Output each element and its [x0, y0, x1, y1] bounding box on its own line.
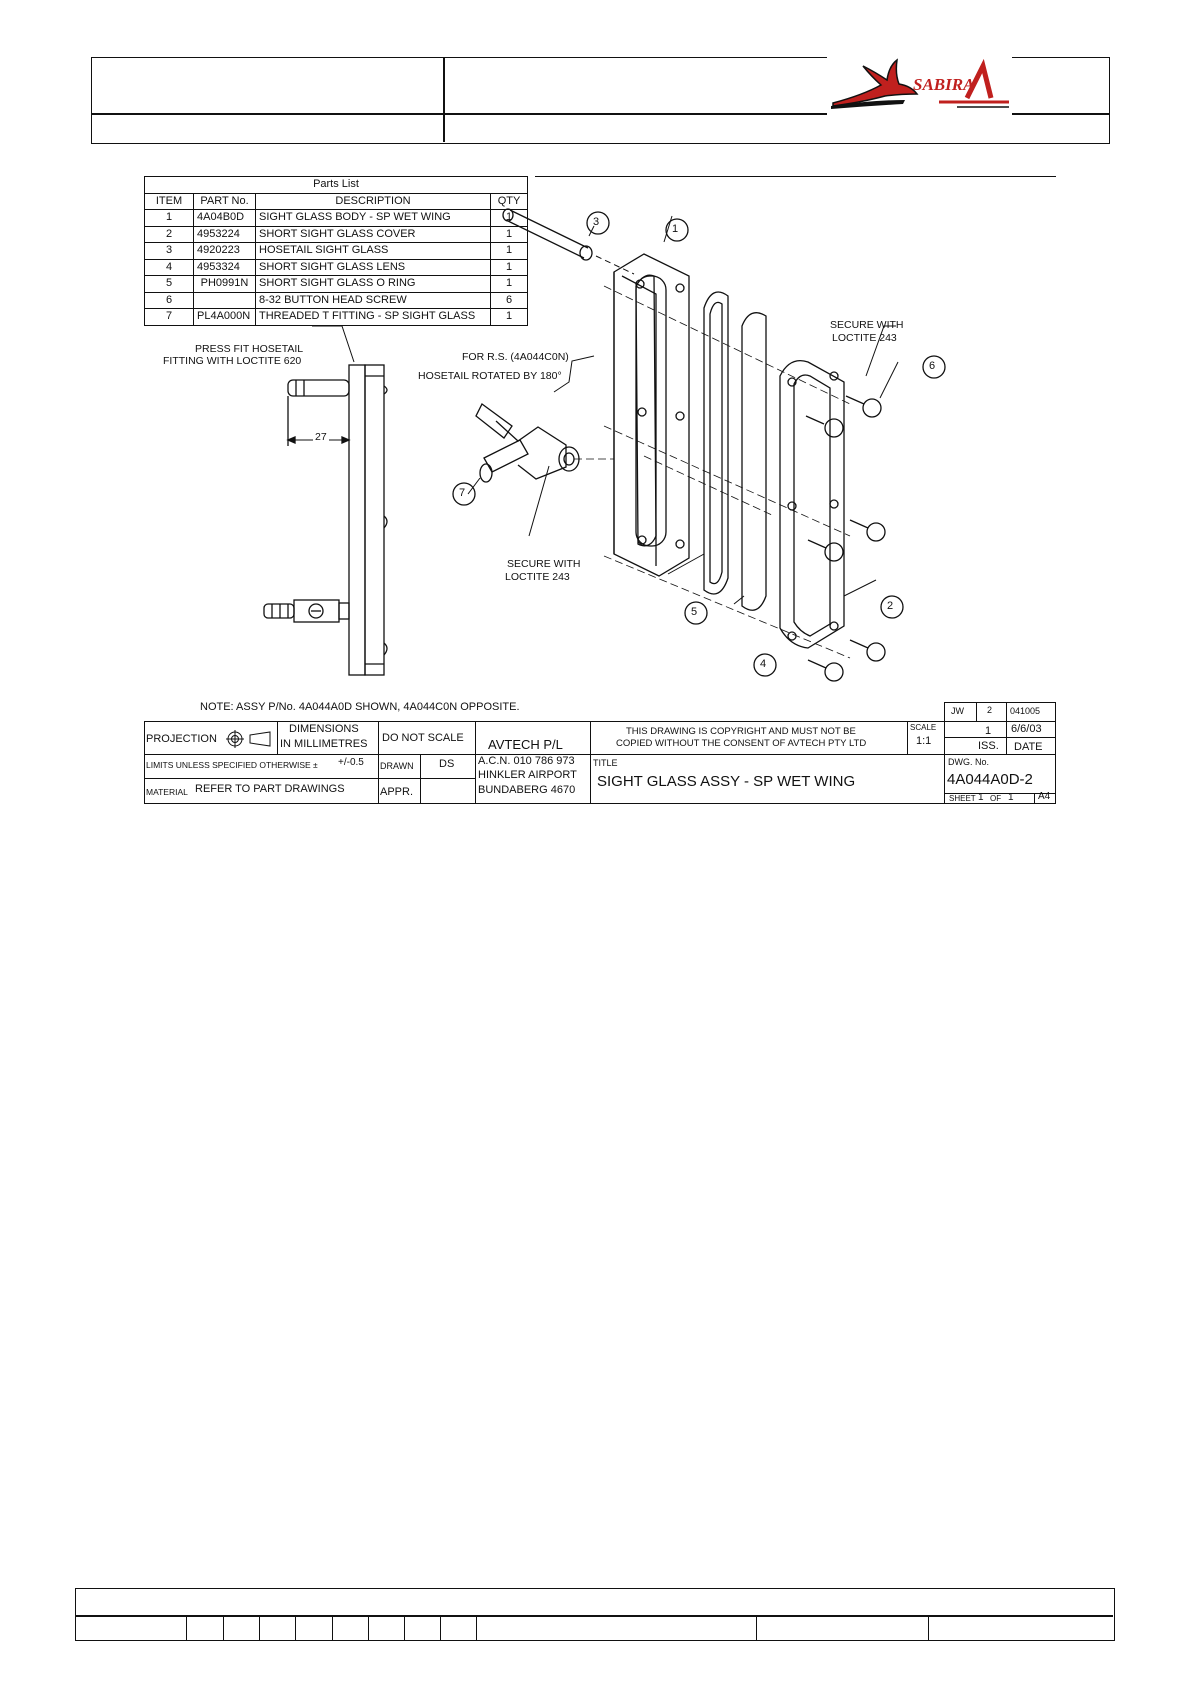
qty-cell: 1	[491, 210, 528, 227]
sabira-logo	[827, 54, 1012, 116]
qty-cell: 1	[491, 276, 528, 293]
description-cell: THREADED T FITTING - SP SIGHT GLASS	[256, 309, 491, 326]
header-vdivider	[443, 58, 445, 142]
balloon-label: 7	[459, 487, 466, 499]
company-address: BUNDABERG 4670	[478, 784, 576, 796]
copyright-notice: THIS DRAWING IS COPYRIGHT AND MUST NOT BE	[626, 726, 856, 737]
limits-label: LIMITS UNLESS SPECIFIED OTHERWISE ±	[146, 760, 318, 770]
drawn-label: DRAWN	[380, 761, 414, 771]
projection-label: PROJECTION	[146, 733, 217, 745]
tolerance-value: +/-0.5	[338, 757, 364, 768]
part-no-cell: PH0991N	[194, 276, 256, 293]
revision-issue: 2	[987, 705, 993, 715]
issue-label: ISS.	[978, 740, 999, 752]
callout-secure: LOCTITE 243	[505, 571, 570, 583]
item-cell: 7	[145, 309, 194, 326]
balloon-label: 4	[760, 658, 767, 670]
page-header	[91, 57, 1110, 144]
parts-list-header: PART No.	[194, 193, 256, 210]
issue-value: 1	[985, 725, 992, 737]
description-cell: 8-32 BUTTON HEAD SCREW	[256, 292, 491, 309]
description-cell: SHORT SIGHT GLASS COVER	[256, 226, 491, 243]
sheet-label: SHEET	[949, 794, 976, 803]
header-divider	[92, 113, 832, 115]
callout-for-rs: FOR R.S. (4A044C0N)	[462, 351, 569, 363]
engineering-drawing	[144, 176, 1056, 804]
screws	[806, 326, 898, 681]
balloon-label: 5	[691, 606, 698, 618]
company-acn: A.C.N. 010 786 973	[478, 755, 575, 767]
item-cell: 2	[145, 226, 194, 243]
company-address: HINKLER AIRPORT	[478, 769, 577, 781]
dimension-label: 27	[315, 431, 327, 443]
item-cell: 5	[145, 276, 194, 293]
date-label: DATE	[1014, 741, 1043, 753]
header-divider-right	[1009, 113, 1109, 115]
sheet-size: A4	[1038, 791, 1051, 802]
qty-cell: 1	[491, 226, 528, 243]
material-value: REFER TO PART DRAWINGS	[195, 783, 345, 795]
sheet-number: 1	[978, 792, 984, 803]
of-label: OF	[990, 794, 1002, 803]
material-label: MATERIAL	[146, 787, 188, 797]
callout-secure: SECURE WITH	[507, 558, 581, 570]
date-value: 6/6/03	[1011, 723, 1042, 735]
qty-cell: 6	[491, 292, 528, 309]
qty-cell: 1	[491, 259, 528, 276]
hosetail-part	[503, 209, 634, 274]
item-cell: 3	[145, 243, 194, 260]
assembly-note: NOTE: ASSY P/No. 4A044A0D SHOWN, 4A044C0N OPPOSITE.	[200, 701, 520, 713]
description-cell: HOSETAIL SIGHT GLASS	[256, 243, 491, 260]
cover	[780, 361, 876, 648]
dimensions-label: DIMENSIONS	[289, 723, 359, 735]
approved-label: APPR.	[380, 786, 414, 798]
parts-list-header: DESCRIPTION	[256, 193, 491, 210]
balloon-label: 1	[672, 223, 679, 235]
callout-secure: SECURE WITH	[830, 319, 904, 331]
balloon-label: 2	[887, 600, 894, 612]
dwg-no-label: DWG. No.	[948, 757, 990, 767]
revision-initials: JW	[951, 706, 964, 716]
callout-secure: LOCTITE 243	[832, 332, 897, 344]
parts-list-header: ITEM	[145, 193, 194, 210]
company-name: AVTECH P/L	[488, 737, 563, 752]
parts-list-title: Parts List	[145, 177, 528, 194]
lens	[734, 313, 766, 611]
part-no-cell: PL4A000N	[194, 309, 256, 326]
logo-text: SABIRA	[913, 75, 975, 94]
parts-list-header: QTY	[491, 193, 528, 210]
part-no-cell: 4A04B0D	[194, 210, 256, 227]
dimensions-units: IN MILLIMETRES	[280, 738, 368, 750]
third-angle-projection-icon	[226, 729, 274, 749]
do-not-scale-label: DO NOT SCALE	[382, 732, 464, 744]
callout-hosetail-rotated: HOSETAIL ROTATED BY 180°	[418, 370, 562, 382]
qty-cell: 1	[491, 309, 528, 326]
scale-label: SCALE	[910, 723, 937, 732]
dwg-number: 4A044A0D-2	[947, 771, 1033, 788]
o-ring	[668, 292, 728, 594]
description-cell: SHORT SIGHT GLASS LENS	[256, 259, 491, 276]
revision-code: 041005	[1010, 706, 1041, 716]
side-view	[264, 326, 387, 675]
part-no-cell: 4953324	[194, 259, 256, 276]
sheet-total: 1	[1008, 792, 1014, 803]
header-logo-area	[827, 54, 1012, 116]
description-cell: SHORT SIGHT GLASS O RING	[256, 276, 491, 293]
assembly-line-art	[144, 176, 1056, 721]
item-balloons	[453, 212, 945, 676]
item-cell: 1	[145, 210, 194, 227]
description-cell: SIGHT GLASS BODY - SP WET WING	[256, 210, 491, 227]
drawn-by: DS	[439, 758, 455, 770]
page-footer	[75, 1588, 1115, 1641]
qty-cell: 1	[491, 243, 528, 260]
copyright-notice: COPIED WITHOUT THE CONSENT OF AVTECH PTY LTD	[616, 738, 867, 749]
part-no-cell: 4920223	[194, 243, 256, 260]
t-fitting	[468, 356, 594, 536]
balloon-label: 3	[593, 216, 600, 228]
drawing-title: SIGHT GLASS ASSY - SP WET WING	[597, 773, 856, 790]
callout-press-fit: PRESS FIT HOSETAIL	[195, 343, 304, 355]
part-no-cell: 4953224	[194, 226, 256, 243]
balloon-label: 6	[929, 360, 936, 372]
center-lines	[574, 286, 850, 658]
title-label: TITLE	[593, 758, 618, 768]
item-cell: 4	[145, 259, 194, 276]
callout-press-fit: FITTING WITH LOCTITE 620	[163, 355, 302, 367]
scale-value: 1:1	[916, 735, 932, 747]
item-cell: 6	[145, 292, 194, 309]
